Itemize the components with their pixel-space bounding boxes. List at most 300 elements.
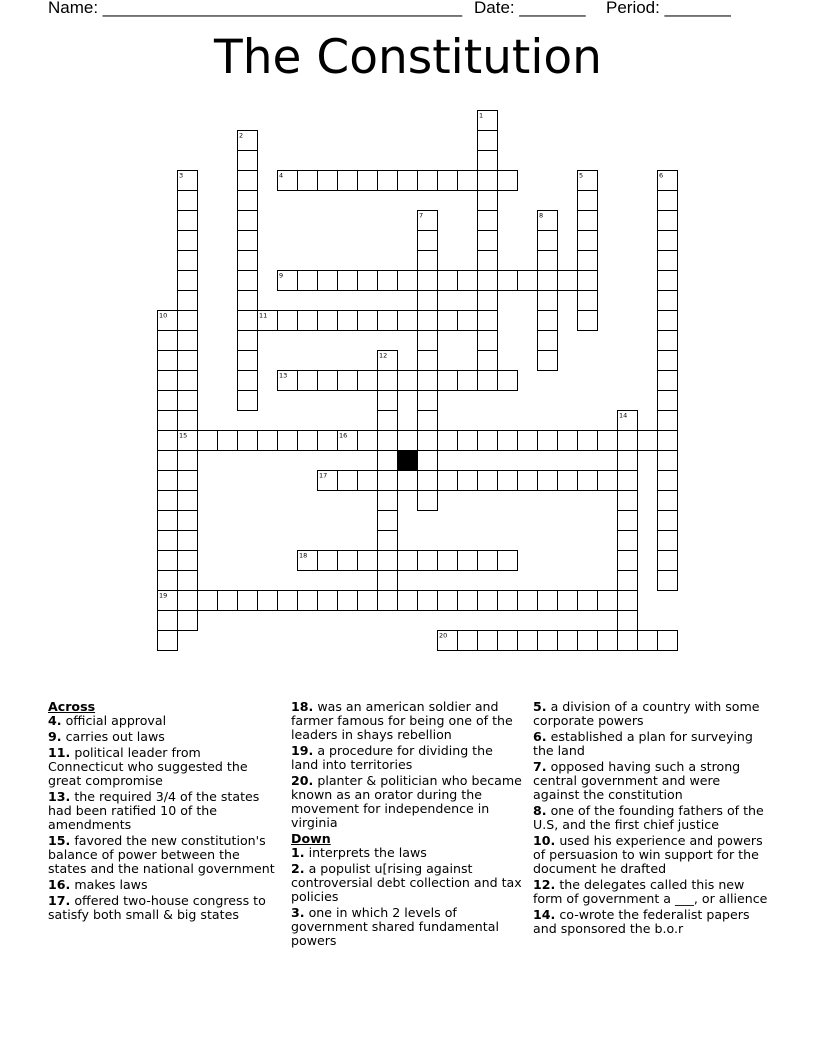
clue-item: [533, 700, 769, 728]
grid-cell[interactable]: [298, 591, 318, 611]
grid-cell[interactable]: [478, 251, 498, 271]
grid-cell[interactable]: [238, 311, 258, 331]
grid-cell[interactable]: [498, 631, 518, 651]
clue-text: offered two-house congress to satisfy both small & big states: [48, 893, 266, 922]
clue-number: 11.: [48, 745, 71, 760]
grid-cell[interactable]: [438, 551, 458, 571]
grid-cell[interactable]: [478, 131, 498, 151]
grid-cell[interactable]: [478, 351, 498, 371]
clue-text: opposed having such a strong central government and were against the constitution: [533, 759, 741, 802]
grid-cell[interactable]: [498, 591, 518, 611]
clue-number: 7.: [533, 759, 547, 774]
grid-cell[interactable]: [238, 271, 258, 291]
grid-cell[interactable]: [158, 631, 178, 651]
page-title: The Constitution: [214, 30, 602, 85]
grid-cell[interactable]: [238, 591, 258, 611]
grid-cell[interactable]: [358, 551, 378, 571]
grid-cell[interactable]: [498, 471, 518, 491]
grid-cell[interactable]: [178, 611, 198, 631]
grid-cell[interactable]: [658, 191, 678, 211]
grid-cell[interactable]: [178, 491, 198, 511]
grid-cell[interactable]: [418, 551, 438, 571]
clue-text: established a plan for surveying the land: [533, 729, 753, 758]
grid-cell[interactable]: [418, 171, 438, 191]
grid-cell[interactable]: [658, 511, 678, 531]
grid-cell[interactable]: [178, 551, 198, 571]
grid-cell[interactable]: [378, 431, 398, 451]
clue-number: 19.: [291, 743, 314, 758]
grid-cell[interactable]: [458, 631, 478, 651]
grid-cell[interactable]: [158, 611, 178, 631]
grid-cell[interactable]: [538, 231, 558, 251]
grid-cell[interactable]: [598, 591, 618, 611]
grid-cell[interactable]: [478, 171, 498, 191]
grid-cell[interactable]: [658, 631, 678, 651]
grid-cell[interactable]: [538, 271, 558, 291]
grid-cell[interactable]: [338, 471, 358, 491]
across-heading: Across: [48, 699, 96, 714]
grid-cell[interactable]: [318, 591, 338, 611]
grid-cell[interactable]: [378, 451, 398, 471]
grid-cell[interactable]: [418, 311, 438, 331]
grid-cell[interactable]: [238, 231, 258, 251]
grid-cell[interactable]: [418, 471, 438, 491]
grid-cell[interactable]: [578, 631, 598, 651]
grid-cell[interactable]: [618, 571, 638, 591]
grid-cell[interactable]: [418, 271, 438, 291]
grid-cell[interactable]: [238, 331, 258, 351]
grid-cell[interactable]: [158, 431, 178, 451]
grid-cell[interactable]: [618, 471, 638, 491]
grid-cell[interactable]: [438, 171, 458, 191]
grid-cell[interactable]: [398, 311, 418, 331]
grid-cell[interactable]: [178, 591, 198, 611]
grid-cell[interactable]: [238, 191, 258, 211]
grid-cell[interactable]: [178, 211, 198, 231]
grid-cell[interactable]: [238, 211, 258, 231]
clue-number: 8.: [533, 803, 547, 818]
grid-cell[interactable]: [598, 631, 618, 651]
grid-cell[interactable]: [658, 271, 678, 291]
grid-cell[interactable]: [458, 371, 478, 391]
grid-cell[interactable]: [478, 311, 498, 331]
grid-cell[interactable]: [378, 411, 398, 431]
clue-text: carries out laws: [65, 729, 165, 744]
grid-cell[interactable]: [238, 151, 258, 171]
clue-number: 10.: [533, 833, 556, 848]
grid-cell[interactable]: [178, 571, 198, 591]
grid-cell[interactable]: [238, 431, 258, 451]
grid-cell[interactable]: [658, 331, 678, 351]
grid-cell[interactable]: [358, 471, 378, 491]
grid-cell[interactable]: [198, 591, 218, 611]
grid-cell[interactable]: [338, 271, 358, 291]
name-field[interactable]: Name: ______________________________________: [48, 0, 463, 17]
grid-cell[interactable]: [258, 431, 278, 451]
clue-item: [48, 894, 280, 922]
grid-cell[interactable]: [378, 531, 398, 551]
grid-cell[interactable]: [498, 271, 518, 291]
grid-cell[interactable]: [658, 551, 678, 571]
clue-item: [533, 804, 769, 832]
grid-cell[interactable]: [178, 231, 198, 251]
grid-cell[interactable]: [518, 471, 538, 491]
clue-item: [48, 730, 280, 744]
clue-item: [533, 878, 769, 906]
grid-cell[interactable]: [378, 371, 398, 391]
grid-cell[interactable]: [418, 251, 438, 271]
grid-cell[interactable]: [658, 411, 678, 431]
grid-cell[interactable]: [658, 451, 678, 471]
grid-cell[interactable]: [378, 471, 398, 491]
grid-cell[interactable]: [358, 591, 378, 611]
grid-cell[interactable]: [538, 471, 558, 491]
grid-cell[interactable]: [258, 591, 278, 611]
grid-cell[interactable]: [418, 491, 438, 511]
clues-column-3: [533, 700, 769, 938]
clue-text: was an american soldier and farmer famous for being one of the leaders in shays rebellion: [291, 699, 513, 742]
grid-cell[interactable]: [618, 431, 638, 451]
grid-cell[interactable]: [378, 311, 398, 331]
grid-cell[interactable]: [418, 411, 438, 431]
clue-number: 14.: [533, 907, 556, 922]
grid-cell[interactable]: [278, 431, 298, 451]
clue-text: co-wrote the federalist papers and sponsored the b.o.r: [533, 907, 750, 936]
grid-cell[interactable]: [238, 251, 258, 271]
grid-cell[interactable]: [478, 591, 498, 611]
grid-cell[interactable]: [578, 591, 598, 611]
grid-cell[interactable]: [478, 231, 498, 251]
grid-cell[interactable]: [458, 471, 478, 491]
grid-cell[interactable]: [158, 511, 178, 531]
grid-cell[interactable]: [358, 311, 378, 331]
grid-cell[interactable]: [618, 591, 638, 611]
grid-cell[interactable]: [658, 371, 678, 391]
grid-cell[interactable]: [478, 151, 498, 171]
grid-cell[interactable]: [238, 171, 258, 191]
grid-cell[interactable]: [398, 591, 418, 611]
clue-item: [48, 834, 280, 876]
grid-cell[interactable]: [238, 351, 258, 371]
grid-cell[interactable]: [178, 471, 198, 491]
clue-item: [48, 790, 280, 832]
grid-cell[interactable]: [298, 431, 318, 451]
clue-text: favored the new constitution's balance of power between the states and the national government: [48, 833, 275, 876]
grid-cell[interactable]: [578, 311, 598, 331]
grid-cell[interactable]: [538, 631, 558, 651]
grid-cell[interactable]: [378, 551, 398, 571]
grid-cell[interactable]: [298, 171, 318, 191]
block-cell: [398, 451, 418, 471]
grid-cell[interactable]: [178, 291, 198, 311]
grid-cell[interactable]: [358, 271, 378, 291]
grid-cell[interactable]: [178, 411, 198, 431]
grid-cell[interactable]: [398, 471, 418, 491]
grid-cell[interactable]: [538, 331, 558, 351]
grid-cell[interactable]: [578, 431, 598, 451]
clue-number: 18.: [291, 699, 314, 714]
grid-cell[interactable]: [538, 311, 558, 331]
grid-cell[interactable]: [478, 431, 498, 451]
grid-cell[interactable]: [378, 571, 398, 591]
clue-text: interprets the laws: [308, 845, 427, 860]
grid-cell[interactable]: [298, 271, 318, 291]
grid-cell[interactable]: [578, 231, 598, 251]
grid-cell[interactable]: [158, 331, 178, 351]
clues-column-1: [48, 700, 280, 924]
grid-cell[interactable]: [438, 591, 458, 611]
grid-cell[interactable]: [438, 471, 458, 491]
grid-cell[interactable]: [518, 431, 538, 451]
grid-cell[interactable]: [178, 351, 198, 371]
clues-column-2: [291, 700, 523, 950]
grid-cell[interactable]: [578, 251, 598, 271]
grid-cell[interactable]: [458, 311, 478, 331]
grid-cell[interactable]: [358, 371, 378, 391]
grid-cell[interactable]: [158, 451, 178, 471]
grid-cell[interactable]: [518, 271, 538, 291]
grid-cell[interactable]: [558, 591, 578, 611]
grid-cell[interactable]: [218, 431, 238, 451]
grid-cell[interactable]: [598, 471, 618, 491]
grid-cell[interactable]: [458, 431, 478, 451]
grid-cell[interactable]: [478, 371, 498, 391]
grid-cell[interactable]: [578, 471, 598, 491]
grid-cell[interactable]: [318, 431, 338, 451]
grid-cell[interactable]: [558, 631, 578, 651]
clue-number-label: 2: [239, 131, 244, 140]
grid-cell[interactable]: [538, 431, 558, 451]
grid-cell[interactable]: [378, 171, 398, 191]
clue-number-label: 9: [279, 271, 284, 280]
grid-cell[interactable]: [418, 291, 438, 311]
grid-cell[interactable]: [498, 551, 518, 571]
grid-cell[interactable]: [558, 431, 578, 451]
grid-cell[interactable]: [478, 471, 498, 491]
grid-cell[interactable]: [278, 591, 298, 611]
grid-cell[interactable]: [178, 391, 198, 411]
grid-cell[interactable]: [658, 491, 678, 511]
grid-cell[interactable]: [658, 311, 678, 331]
grid-cell[interactable]: [158, 491, 178, 511]
grid-cell[interactable]: [458, 591, 478, 611]
grid-cell[interactable]: [378, 591, 398, 611]
grid-cell[interactable]: [238, 371, 258, 391]
clue-item: [533, 908, 769, 936]
grid-cell[interactable]: [498, 171, 518, 191]
clue-number: 4.: [48, 713, 62, 728]
period-field[interactable]: Period: _______: [606, 0, 731, 17]
grid-cell[interactable]: [178, 451, 198, 471]
clue-item: [291, 846, 523, 860]
grid-cell[interactable]: [658, 391, 678, 411]
grid-cell[interactable]: [418, 371, 438, 391]
grid-cell[interactable]: [418, 351, 438, 371]
clue-number: 6.: [533, 729, 547, 744]
grid-cell[interactable]: [398, 431, 418, 451]
grid-cell[interactable]: [538, 291, 558, 311]
grid-cell[interactable]: [158, 371, 178, 391]
grid-cell[interactable]: [518, 591, 538, 611]
grid-cell[interactable]: [618, 611, 638, 631]
grid-cell[interactable]: [438, 311, 458, 331]
grid-cell[interactable]: [178, 511, 198, 531]
grid-cell[interactable]: [458, 551, 478, 571]
clue-number-label: 4: [279, 171, 284, 180]
grid-cell[interactable]: [458, 271, 478, 291]
grid-cell[interactable]: [618, 511, 638, 531]
grid-cell[interactable]: [478, 331, 498, 351]
grid-cell[interactable]: [238, 391, 258, 411]
grid-cell[interactable]: [378, 491, 398, 511]
clue-text: one in which 2 levels of government shared fundamental powers: [291, 905, 499, 948]
grid-cell[interactable]: [378, 271, 398, 291]
grid-cell[interactable]: [158, 351, 178, 371]
clue-item: [533, 760, 769, 802]
grid-cell[interactable]: [458, 171, 478, 191]
grid-cell[interactable]: [338, 371, 358, 391]
grid-cell[interactable]: [438, 431, 458, 451]
grid-cell[interactable]: [658, 531, 678, 551]
grid-cell[interactable]: [518, 631, 538, 651]
grid-cell[interactable]: [658, 251, 678, 271]
grid-cell[interactable]: [158, 411, 178, 431]
clue-number: 12.: [533, 877, 556, 892]
grid-cell[interactable]: [418, 591, 438, 611]
grid-cell[interactable]: [398, 371, 418, 391]
grid-cell[interactable]: [338, 311, 358, 331]
grid-cell[interactable]: [538, 591, 558, 611]
grid-cell[interactable]: [658, 291, 678, 311]
clue-number: 13.: [48, 789, 71, 804]
grid-cell[interactable]: [438, 271, 458, 291]
clue-text: official approval: [65, 713, 167, 728]
grid-cell[interactable]: [378, 391, 398, 411]
clue-number: 15.: [48, 833, 71, 848]
grid-cell[interactable]: [178, 331, 198, 351]
grid-cell[interactable]: [418, 231, 438, 251]
clue-number-label: 1: [479, 111, 484, 120]
grid-cell[interactable]: [318, 371, 338, 391]
grid-cell[interactable]: [618, 451, 638, 471]
grid-cell[interactable]: [238, 291, 258, 311]
grid-cell[interactable]: [158, 531, 178, 551]
grid-cell[interactable]: [178, 191, 198, 211]
grid-cell[interactable]: [178, 311, 198, 331]
grid-cell[interactable]: [538, 251, 558, 271]
clue-number: 3.: [291, 905, 305, 920]
grid-cell[interactable]: [318, 271, 338, 291]
clue-number-label: 19: [159, 591, 168, 600]
grid-cell[interactable]: [538, 351, 558, 371]
grid-cell[interactable]: [398, 551, 418, 571]
clue-text: one of the founding fathers of the U.S, and the first chief justice: [533, 803, 764, 832]
grid-cell[interactable]: [498, 371, 518, 391]
grid-cell[interactable]: [158, 551, 178, 571]
grid-cell[interactable]: [418, 431, 438, 451]
grid-cell[interactable]: [478, 291, 498, 311]
clue-item: [533, 730, 769, 758]
clue-text: the required 3/4 of the states had been ratified 10 of the amendments: [48, 789, 260, 832]
clue-text: the delegates called this new form of government a ___, or allience: [533, 877, 768, 906]
grid-cell[interactable]: [578, 291, 598, 311]
grid-cell[interactable]: [658, 231, 678, 251]
clue-item: [291, 862, 523, 904]
grid-cell[interactable]: [478, 271, 498, 291]
grid-cell[interactable]: [578, 191, 598, 211]
grid-cell[interactable]: [158, 471, 178, 491]
grid-cell[interactable]: [358, 171, 378, 191]
grid-cell[interactable]: [658, 431, 678, 451]
grid-cell[interactable]: [478, 631, 498, 651]
grid-cell[interactable]: [418, 451, 438, 471]
grid-cell[interactable]: [338, 171, 358, 191]
grid-cell[interactable]: [338, 591, 358, 611]
grid-cell[interactable]: [218, 591, 238, 611]
grid-cell[interactable]: [398, 171, 418, 191]
grid-cell[interactable]: [318, 551, 338, 571]
grid-cell[interactable]: [558, 471, 578, 491]
grid-cell[interactable]: [498, 431, 518, 451]
grid-cell[interactable]: [198, 431, 218, 451]
grid-cell[interactable]: [418, 331, 438, 351]
grid-cell[interactable]: [658, 351, 678, 371]
clue-text: planter & politician who became known as an orator during the movement for independence in virginia: [291, 773, 522, 830]
grid-cell[interactable]: [318, 311, 338, 331]
grid-cell[interactable]: [178, 531, 198, 551]
grid-cell[interactable]: [558, 271, 578, 291]
grid-cell[interactable]: [618, 631, 638, 651]
date-field[interactable]: Date: _______: [474, 0, 586, 17]
grid-cell[interactable]: [618, 551, 638, 571]
grid-cell[interactable]: [438, 371, 458, 391]
grid-cell[interactable]: [298, 371, 318, 391]
grid-cell[interactable]: [658, 571, 678, 591]
grid-cell[interactable]: [478, 211, 498, 231]
grid-cell[interactable]: [638, 631, 658, 651]
grid-cell[interactable]: [638, 431, 658, 451]
grid-cell[interactable]: [178, 371, 198, 391]
grid-cell[interactable]: [358, 431, 378, 451]
grid-cell[interactable]: [658, 471, 678, 491]
grid-cell[interactable]: [178, 251, 198, 271]
grid-cell[interactable]: [578, 211, 598, 231]
clue-item: [291, 906, 523, 948]
grid-cell[interactable]: [658, 211, 678, 231]
grid-cell[interactable]: [378, 511, 398, 531]
grid-cell[interactable]: [418, 391, 438, 411]
grid-cell[interactable]: [398, 271, 418, 291]
clue-number: 1.: [291, 845, 305, 860]
grid-cell[interactable]: [298, 311, 318, 331]
grid-cell[interactable]: [338, 551, 358, 571]
grid-cell[interactable]: [578, 271, 598, 291]
grid-cell[interactable]: [318, 171, 338, 191]
grid-cell[interactable]: [618, 491, 638, 511]
grid-cell[interactable]: [278, 311, 298, 331]
clue-number-label: 12: [379, 351, 388, 360]
grid-cell[interactable]: [598, 431, 618, 451]
grid-cell[interactable]: [158, 391, 178, 411]
grid-cell[interactable]: [618, 531, 638, 551]
grid-cell[interactable]: [478, 191, 498, 211]
grid-cell[interactable]: [478, 551, 498, 571]
clue-number: 17.: [48, 893, 71, 908]
grid-cell[interactable]: [178, 271, 198, 291]
clue-number-label: 20: [439, 631, 448, 640]
clue-number: 16.: [48, 877, 71, 892]
grid-cell[interactable]: [158, 571, 178, 591]
